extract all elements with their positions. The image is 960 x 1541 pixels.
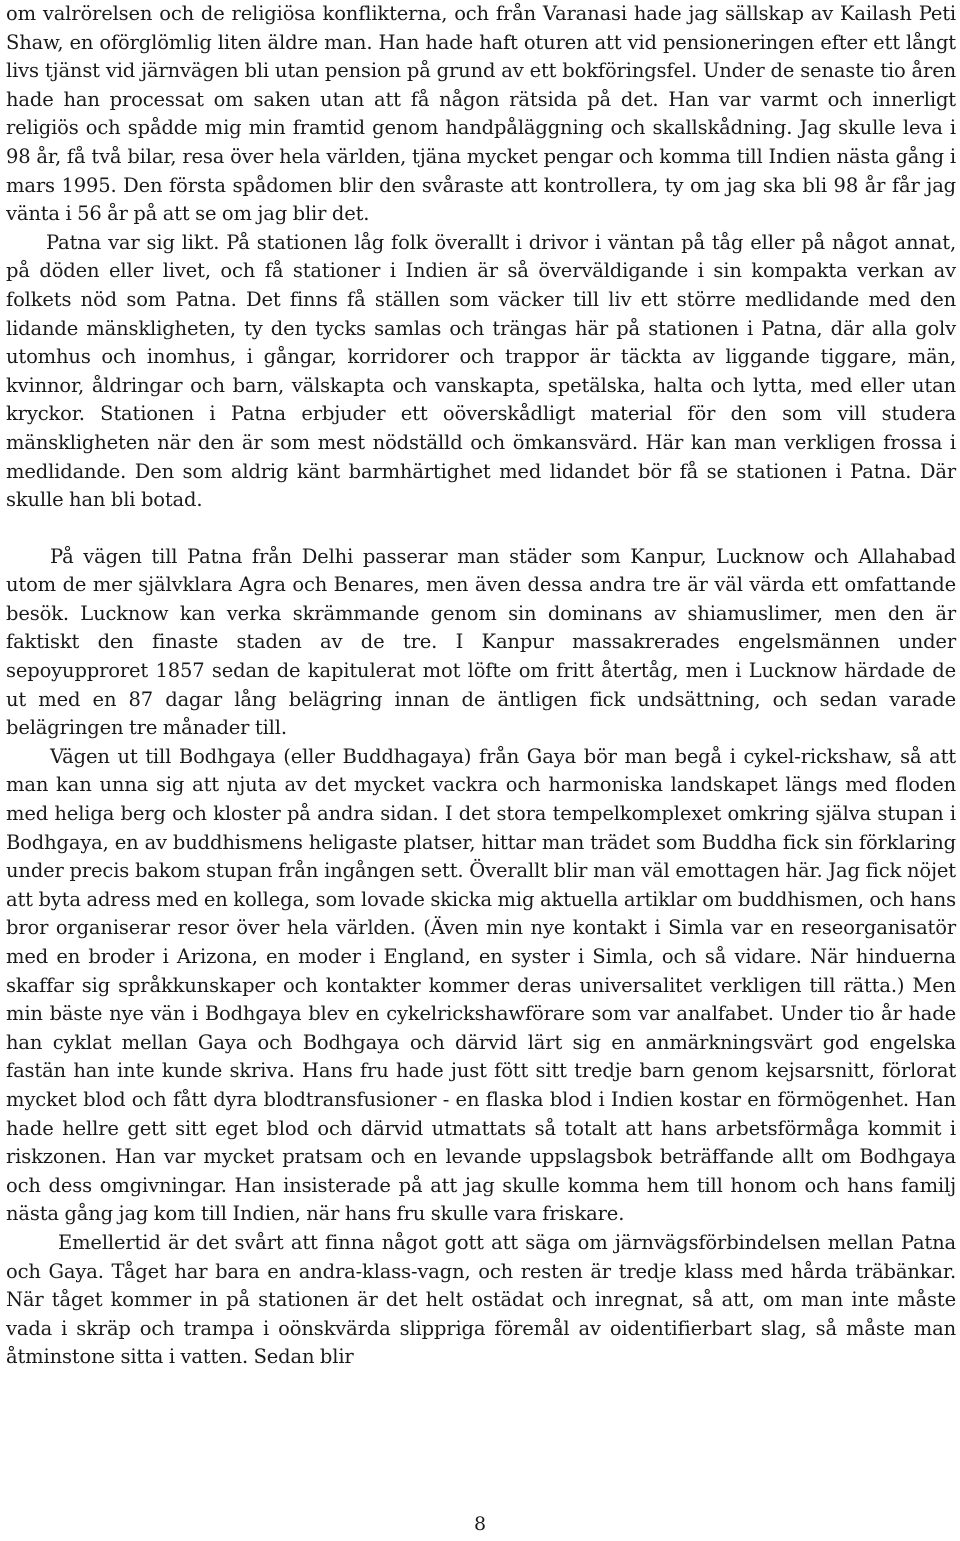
paragraph-patna-station: Patna var sig likt. På stationen låg folk överallt i drivor i väntan på tåg eller på något annat, på döden eller livet, och få stationer i Indien är så överväldigande i sin kompakta verkan av folkets nöd som Patna. Det finns få ställen som väcker till liv ett större medlidande med den lidande mänskligheten, ty den tycks samlas och trängas här på stationen i Patna, där alla golv utomhus och inomhus, i gångar, korridorer och trappor är täckta av liggande tiggare, män, kvinnor, åldringar och barn, välskapta och vanskapta, spetälska, halta och lytta, med eller utan kryckor. Stationen i Patna erbjuder ett oöverskådligt material för den som vill studera mänskligheten när den är som mest nödställd och ömkansvärd. Här kan man verkligen frossa i medlidande. Den som aldrig känt barmhärtighet med lidandet bör få se stationen i Patna. Där skulle han bli botad. [6,230,956,512]
paragraph-railway-gaya: Emellertid är det svårt att finna något gott att säga om järnvägsförbindelsen mellan Patna och Gaya. Tåget har bara en andra-klass-vagn, och resten är tredje klass med hårda träbänkar. När tåget kommer in på stationen är det helt ostädat och inregnat, så att, om man inte måste vada i skräp och trampa i oönskvärda slippriga föremål av oidentifierbart slag, så måste man åtminstone sitta i vatten. Sedan blir [6,1230,956,1369]
paragraph-kailash: om valrörelsen och de religiösa konflikterna, och från Varanasi hade jag sällskap av Kailash Peti Shaw, en oförglömlig liten äldre man. Han hade haft oturen att vid pensioneringen efter ett långt livs tjänst vid järnvägen bli utan pension på grund av ett bokföringsfel. Under de senaste tio åren hade han processat om saken utan att få någon rätsida på det. Han var varmt och innerligt religiös och spådde mig min framtid genom handpåläggning och skallskådning. Jag skulle leva i 98 år, få två bilar, resa över hela världen, tjäna mycket pengar och komma till Indien nästa gång i mars 1995. Den första spådomen blir den svåraste att kontrollera, ty om jag ska bli 98 år får jag vänta i 56 år på att se om jag blir det. [6,2,956,226]
document-page [6,0,956,1372]
paragraph-bodhgaya: Vägen ut till Bodhgaya (eller Buddhagaya) från Gaya bör man begå i cykel-rickshaw, så att man kan unna sig att njuta av det mycket vackra och harmoniska landskapet längs med floden med heliga berg och kloster på andra sidan. I det stora tempelkomplexet omkring själva stupan i Bodhgaya, en av buddhismens heligaste platser, hittar man trädet som Buddha fick sin förklaring under precis bakom stupan från ingången sett. Överallt blir man väl emottagen här. Jag fick nöjet att byta adress med en kollega, som lovade skicka mig aktuella artiklar om buddhismen, och hans bror organiserar resor över hela världen. (Även min nye kontakt i Simla var en reseorganisatör med en broder i Arizona, en moder i England, en syster i Simla, och så vidare. När hinduerna skaffar sig språkkunskaper och kontakter kommer deras universalitet verkligen till rätta.) Men min bäste nye vän i Bodhgaya blev en cykelrickshawförare som var analfabet. Under tio år hade han cyklat mellan Gaya och Bodhgaya och därvid lärt sig en anmärkningsvärt god engelska fastän han inte kunde skriva. Hans fru hade just fött sitt tredje barn genom kejsarsnitt, förlorat mycket blod och fått dyra blodtransfusioner - en flaska blod i Indien kostar en förmögenhet. Han hade hellre gett sitt eget blod och därvid utmattats så totalt att hans arbetsförmåga kommit i riskzonen. Han var mycket pratsam och en levande uppslagsbok beträffande allt om Bodhgaya och dess omgivningar. Han insisterade på att jag skulle komma hem till honom och hans familj nästa gång jag kom till Indien, när hans fru skulle vara friskare. [6,744,956,1226]
paragraph-road-to-patna: På vägen till Patna från Delhi passerar man städer som Kanpur, Lucknow och Allahabad utom de mer självklara Agra och Benares, men även dessa andra tre är väl värda ett omfattande besök. Lucknow kan verka skrämmande genom sin dominans av shiamuslimer, men den är faktiskt den finaste staden av de tre. I Kanpur massakrerades engelsmännen under sepoyupproret 1857 sedan de kapitulerat mot löfte om fritt återtåg, men i Lucknow härdade de ut med en 87 dagar lång belägring innan de äntligen fick undsättning, och sedan varade belägringen tre månader till. [6,544,956,740]
page-number: 8 [473,1513,487,1535]
